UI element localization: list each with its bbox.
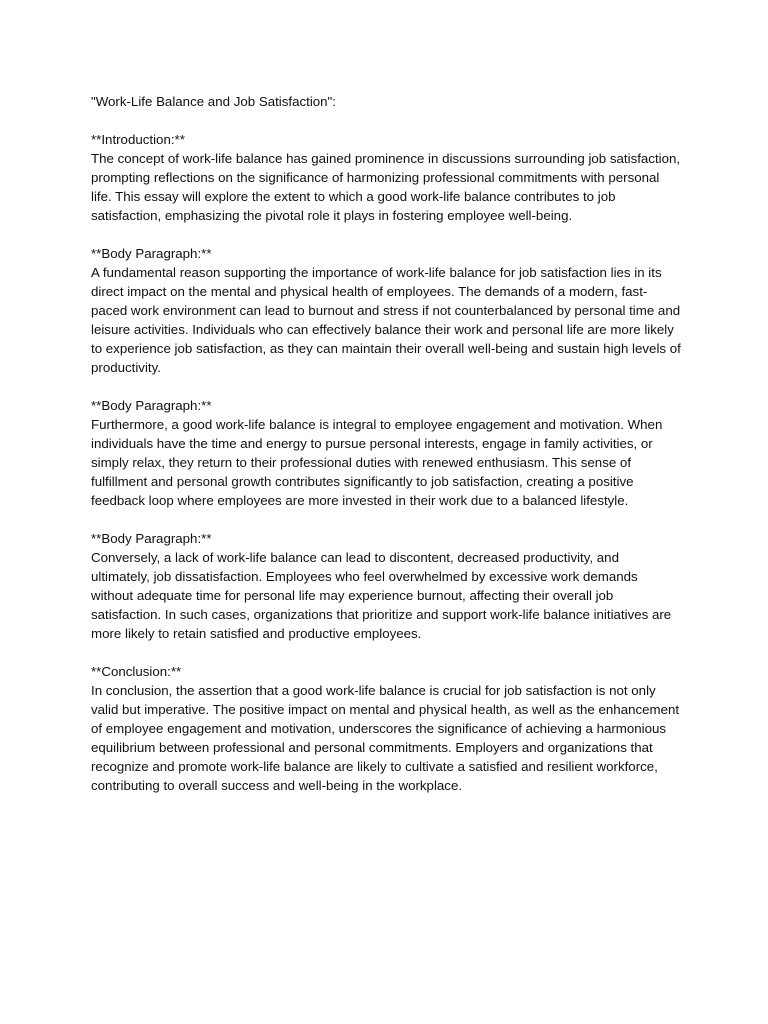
section-body: The concept of work-life balance has gained prominence in discussions surrounding job satisfaction, prompting reflections on the significance of harmonizing professional commitments with personal life. This essay will explore the extent to which a good work-life balance contributes to job satisfaction, emphasizing the pivotal role it plays in fostering employee well-being. bbox=[91, 151, 681, 223]
document-title: "Work-Life Balance and Job Satisfaction": bbox=[91, 94, 336, 109]
section-heading: **Body Paragraph:** bbox=[91, 246, 212, 261]
section-body: Conversely, a lack of work-life balance can lead to discontent, decreased productivity, and ultimately, job dissatisfaction. Employees who feel overwhelmed by excessive work demands without adequate time for personal life may experience burnout, affecting their overall job satisfaction. In such cases, organizations that prioritize and support work-life balance initiatives are more likely to retain satisfied and productive employees. bbox=[91, 550, 672, 641]
document-page bbox=[91, 92, 681, 814]
section-heading: **Body Paragraph:** bbox=[91, 531, 212, 546]
section-body-paragraph-3 bbox=[91, 529, 681, 643]
section-heading: **Conclusion:** bbox=[91, 664, 182, 679]
section-introduction bbox=[91, 130, 681, 225]
section-conclusion bbox=[91, 662, 681, 795]
section-body: In conclusion, the assertion that a good work-life balance is crucial for job satisfaction is not only valid but imperative. The positive impact on mental and physical health, as well as the enhancement of employee engagement and motivation, underscores the significance of achieving a harmonious equilibrium between professional and personal commitments. Employers and organizations that recognize and promote work-life balance are likely to cultivate a satisfied and resilient workforce, contributing to overall success and well-being in the workplace. bbox=[91, 683, 680, 793]
section-heading: **Body Paragraph:** bbox=[91, 398, 212, 413]
section-heading: **Introduction:** bbox=[91, 132, 185, 147]
section-body: A fundamental reason supporting the importance of work-life balance for job satisfaction lies in its direct impact on the mental and physical health of employees. The demands of a modern, fast-paced work environment can lead to burnout and stress if not counterbalanced by personal time and leisure activities. Individuals who can effectively balance their work and personal life are more likely to experience job satisfaction, as they can maintain their overall well-being and sustain high levels of productivity. bbox=[91, 265, 681, 375]
section-body-paragraph-2 bbox=[91, 396, 681, 510]
section-body: Furthermore, a good work-life balance is integral to employee engagement and motivation. When individuals have the time and energy to pursue personal interests, engage in family activities, or simply relax, they return to their professional duties with renewed enthusiasm. This sense of fulfillment and personal growth contributes significantly to job satisfaction, creating a positive feedback loop where employees are more invested in their work due to a balanced lifestyle. bbox=[91, 417, 663, 508]
section-body-paragraph-1 bbox=[91, 244, 681, 377]
